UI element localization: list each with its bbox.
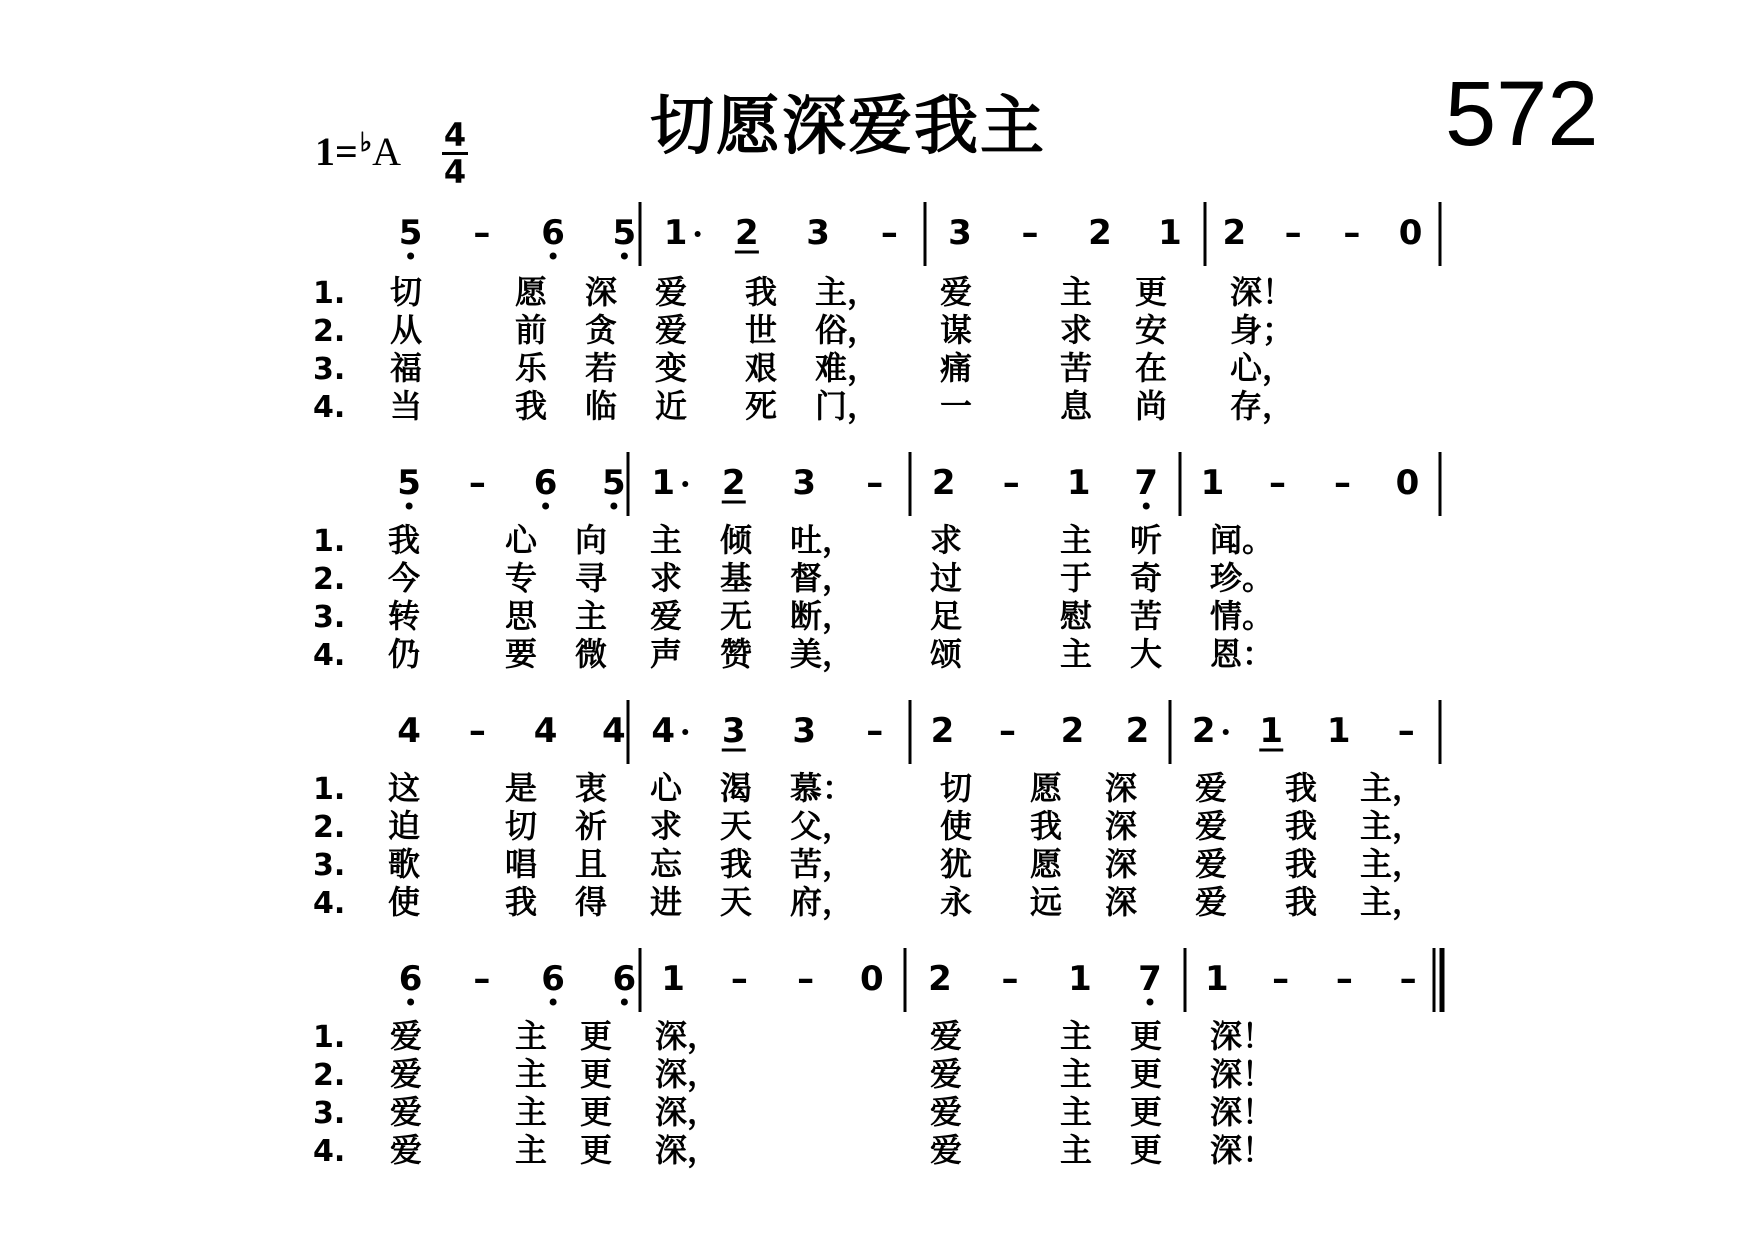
lyric-syllable: 深！: [1230, 273, 1295, 311]
jianpu-note: 1: [1259, 711, 1284, 751]
lyric-syllable: 深！: [1210, 1017, 1275, 1055]
lyric-syllable: 今: [388, 559, 421, 597]
lyric-syllable: 深: [1105, 883, 1138, 921]
lower-octave-dot: [621, 253, 628, 260]
lyric-syllable: 世: [745, 311, 778, 349]
jianpu-note: 0: [1395, 463, 1420, 503]
lyric-syllable: 更: [1130, 1131, 1163, 1169]
lower-octave-dot: [1143, 503, 1150, 510]
lyric-syllable: 爱: [1195, 845, 1228, 883]
lyric-syllable: 爱: [930, 1055, 963, 1093]
lyric-syllable: 乐: [515, 349, 548, 387]
jianpu-note: 7: [1134, 463, 1159, 503]
jianpu-note: 0: [860, 959, 884, 999]
lyric-syllable: 主: [515, 1055, 548, 1093]
lyric-syllable: 赞: [720, 635, 753, 673]
lyric-syllable: 主: [1060, 273, 1093, 311]
lyric-syllable: 若: [585, 349, 618, 387]
lyric-syllable: 深！: [1210, 1093, 1275, 1131]
lyric-syllable: 求: [650, 559, 683, 597]
lyric-syllable: 愿: [1030, 845, 1063, 883]
sustain-dash: –: [1397, 711, 1415, 751]
lyric-syllable: 爱: [655, 311, 688, 349]
lyric-syllable: 主，: [1360, 845, 1425, 883]
lyric-syllable: 主: [1060, 521, 1093, 559]
lyric-syllable: 深: [1105, 769, 1138, 807]
jianpu-note: 1: [1205, 959, 1229, 999]
verse-number: 1.: [313, 524, 346, 559]
lyric-syllable: 我: [1285, 807, 1318, 845]
lyric-syllable: 临: [585, 387, 618, 425]
lyric-syllable: 一: [940, 387, 973, 425]
lyric-syllable: 主: [1060, 1055, 1093, 1093]
lyric-syllable: 近: [655, 387, 688, 425]
lower-octave-dot: [550, 253, 557, 260]
jianpu-note: 7: [1138, 959, 1162, 999]
lyric-syllable: 我: [720, 845, 753, 883]
lyric-syllable: 更: [1130, 1055, 1163, 1093]
sustain-dash: –: [473, 959, 491, 999]
jianpu-note: 2: [735, 213, 759, 253]
lyric-syllable: 心，: [1230, 349, 1295, 387]
lyric-syllable: 爱: [390, 1093, 423, 1131]
lyric-syllable: 我: [515, 387, 548, 425]
lyric-syllable: 求: [1060, 311, 1093, 349]
lyric-syllable: 向: [575, 521, 608, 559]
sustain-dash: –: [1002, 463, 1020, 503]
lyric-syllable: 身；: [1230, 311, 1295, 349]
lyric-syllable: 更: [580, 1017, 613, 1055]
lyric-syllable: 谋: [940, 311, 973, 349]
lyric-syllable: 微: [575, 635, 608, 673]
lyric-syllable: 深！: [1210, 1131, 1275, 1169]
lyric-syllable: 心: [505, 521, 538, 559]
lyric-syllable: 父，: [790, 807, 855, 845]
lyric-syllable: 思: [505, 597, 538, 635]
lyric-syllable: 歌: [388, 845, 421, 883]
lyric-syllable: 变: [655, 349, 688, 387]
lyric-syllable: 慕：: [790, 769, 855, 807]
verse-number: 3.: [313, 848, 346, 883]
lyric-syllable: 美，: [790, 635, 855, 673]
lyric-syllable: 主，: [815, 273, 880, 311]
lyric-syllable: 犹: [940, 845, 973, 883]
key-letter: A: [372, 129, 401, 174]
lyric-syllable: 爱: [390, 1055, 423, 1093]
lyric-syllable: 俗，: [815, 311, 880, 349]
lyric-syllable: 更: [580, 1055, 613, 1093]
lyric-syllable: 专: [505, 559, 538, 597]
sustain-dash: –: [1284, 213, 1302, 253]
lyric-syllable: 痛: [940, 349, 973, 387]
jianpu-note: 1: [1158, 213, 1182, 253]
jianpu-note: 1: [663, 213, 688, 253]
lyric-syllable: 爱: [655, 273, 688, 311]
lyric-syllable: 深，: [655, 1055, 720, 1093]
lyric-syllable: 仍: [388, 635, 421, 673]
lyric-syllable: 心: [650, 769, 683, 807]
lyric-syllable: 这: [388, 769, 421, 807]
lyric-syllable: 愿: [1030, 769, 1063, 807]
lyric-syllable: 听: [1130, 521, 1163, 559]
lyric-syllable: 得: [575, 883, 608, 921]
lyric-syllable: 深: [585, 273, 618, 311]
jianpu-note: 5: [602, 463, 626, 503]
lyric-syllable: 门，: [815, 387, 880, 425]
lyric-syllable: 深！: [1210, 1055, 1275, 1093]
jianpu-note: 2: [930, 711, 955, 751]
jianpu-note: 0: [1398, 213, 1423, 253]
lyric-syllable: 我: [388, 521, 421, 559]
lyric-syllable: 忘: [650, 845, 683, 883]
jianpu-note: 3: [721, 711, 746, 751]
lyric-syllable: 求: [930, 521, 963, 559]
lyric-syllable: 慰: [1060, 597, 1093, 635]
lyric-syllable: 更: [1130, 1017, 1163, 1055]
lyric-syllable: 愿: [515, 273, 548, 311]
lyric-syllable: 从: [390, 311, 423, 349]
sustain-dash: –: [999, 711, 1016, 751]
jianpu-note: 2: [928, 959, 952, 999]
verse-number: 2.: [313, 810, 346, 845]
verse-number: 2.: [313, 1058, 346, 1093]
lower-octave-dot: [621, 999, 628, 1006]
jianpu-note: 2: [931, 463, 956, 503]
lyric-syllable: 主: [1060, 1093, 1093, 1131]
sustain-dash: –: [1272, 959, 1290, 999]
lyric-syllable: 更: [580, 1093, 613, 1131]
lyric-syllable: 渴: [720, 769, 753, 807]
lyric-syllable: 切: [940, 769, 973, 807]
lyric-syllable: 爱: [930, 1093, 963, 1131]
lyric-syllable: 当: [390, 387, 423, 425]
lyric-syllable: 求: [650, 807, 683, 845]
lyric-syllable: 爱: [390, 1131, 423, 1169]
lyric-syllable: 更: [1130, 1093, 1163, 1131]
lower-octave-dot: [406, 503, 413, 510]
lyric-syllable: 深，: [655, 1017, 720, 1055]
lyric-syllable: 安: [1135, 311, 1168, 349]
jianpu-note: 3: [806, 213, 830, 253]
jianpu-note: 5: [612, 213, 637, 253]
lyric-syllable: 要: [505, 635, 538, 673]
lyric-syllable: 福: [390, 349, 423, 387]
lyric-syllable: 我: [1285, 883, 1318, 921]
lyric-syllable: 难，: [815, 349, 880, 387]
sustain-dash: –: [1269, 463, 1286, 503]
jianpu-note: 6: [541, 213, 565, 253]
lyric-syllable: 闻。: [1210, 521, 1275, 559]
lyric-syllable: 断，: [790, 597, 855, 635]
lyric-syllable: 主: [515, 1017, 548, 1055]
time-signature-bottom: 4: [443, 153, 467, 191]
lyric-syllable: 天: [720, 807, 753, 845]
lyric-syllable: 基: [720, 559, 753, 597]
lyric-syllable: 爱: [930, 1017, 963, 1055]
jianpu-note: 4: [533, 711, 558, 751]
jianpu-note: 6: [612, 959, 637, 999]
lyric-syllable: 迫: [388, 807, 421, 845]
lyric-syllable: 主: [1060, 635, 1093, 673]
lower-octave-dot: [542, 503, 549, 510]
lyric-syllable: 主，: [1360, 883, 1425, 921]
lyric-syllable: 爱: [1195, 807, 1228, 845]
key-prefix: 1=: [315, 129, 358, 174]
lyric-syllable: 死: [745, 387, 778, 425]
lyric-syllable: 督，: [790, 559, 855, 597]
lyric-syllable: 主: [1060, 1131, 1093, 1169]
hymn-number: 572: [1445, 63, 1599, 165]
verse-number: 2.: [313, 314, 346, 349]
lyric-syllable: 爱: [930, 1131, 963, 1169]
sustain-dash: –: [1335, 959, 1353, 999]
lyric-syllable: 更: [580, 1131, 613, 1169]
sustain-dash: –: [730, 959, 748, 999]
sustain-dash: –: [468, 711, 486, 751]
jianpu-note: 1: [1200, 463, 1225, 503]
lower-octave-dot: [550, 999, 557, 1006]
lyric-syllable: 主: [1060, 1017, 1093, 1055]
jianpu-note: 5: [397, 463, 421, 503]
lyric-syllable: 情。: [1210, 597, 1275, 635]
sustain-dash: –: [1399, 959, 1417, 999]
jianpu-note: 2: [1191, 711, 1216, 751]
lyric-syllable: 我: [1285, 769, 1318, 807]
lyric-syllable: 爱: [1195, 769, 1228, 807]
lyric-syllable: 深: [1105, 845, 1138, 883]
lyric-syllable: 足: [930, 597, 963, 635]
verse-number: 1.: [313, 276, 346, 311]
lyric-syllable: 永: [940, 883, 973, 921]
lyric-syllable: 苦，: [790, 845, 855, 883]
lyric-syllable: 在: [1135, 349, 1168, 387]
lyric-syllable: 爱: [650, 597, 683, 635]
lyric-syllable: 尚: [1135, 387, 1168, 425]
lyric-syllable: 主: [575, 597, 608, 635]
lyric-syllable: 深，: [655, 1131, 720, 1169]
lower-octave-dot: [610, 503, 617, 510]
lyric-syllable: 息: [1060, 387, 1093, 425]
augmentation-dot: [682, 729, 688, 735]
lower-octave-dot: [407, 253, 414, 260]
lyric-syllable: 艰: [745, 349, 778, 387]
jianpu-note: 1: [661, 959, 685, 999]
jianpu-note: 4: [602, 711, 626, 751]
lyric-syllable: 贪: [585, 311, 618, 349]
jianpu-note: 1: [651, 463, 676, 503]
lyric-syllable: 深: [1105, 807, 1138, 845]
verse-number: 4.: [313, 638, 346, 673]
lyric-syllable: 转: [388, 597, 421, 635]
lyric-syllable: 切: [505, 807, 538, 845]
verse-number: 3.: [313, 600, 346, 635]
lyric-syllable: 吐，: [790, 521, 855, 559]
lyric-syllable: 使: [940, 807, 973, 845]
lyric-syllable: 存，: [1230, 387, 1295, 425]
sustain-dash: –: [1343, 213, 1361, 253]
jianpu-note: 1: [1326, 711, 1351, 751]
jianpu-note: 2: [1125, 711, 1150, 751]
lyric-syllable: 倾: [720, 521, 753, 559]
jianpu-note: 2: [1088, 213, 1112, 253]
lyric-syllable: 唱: [505, 845, 538, 883]
lower-octave-dot: [407, 999, 414, 1006]
sustain-dash: –: [866, 463, 884, 503]
sustain-dash: –: [1021, 213, 1039, 253]
lyric-syllable: 主，: [1360, 807, 1425, 845]
lyric-syllable: 使: [388, 883, 421, 921]
lyric-syllable: 深，: [655, 1093, 720, 1131]
lyric-syllable: 是: [505, 769, 538, 807]
sustain-dash: –: [468, 463, 486, 503]
lyric-syllable: 主: [650, 521, 683, 559]
lyric-syllable: 我: [505, 883, 538, 921]
jianpu-note: 6: [541, 959, 565, 999]
lyric-syllable: 奇: [1130, 559, 1163, 597]
lyric-syllable: 爱: [940, 273, 973, 311]
lyric-syllable: 大: [1130, 635, 1163, 673]
lyric-syllable: 更: [1135, 273, 1168, 311]
jianpu-note: 3: [792, 463, 817, 503]
sustain-dash: –: [1334, 463, 1351, 503]
jianpu-note: 1: [1068, 959, 1092, 999]
augmentation-dot: [695, 231, 701, 237]
verse-number: 4.: [313, 1134, 346, 1169]
lyric-syllable: 主: [515, 1093, 548, 1131]
lyric-syllable: 府，: [790, 883, 855, 921]
time-signature-top: 4: [443, 116, 467, 154]
verse-number: 2.: [313, 562, 346, 597]
jianpu-note: 4: [397, 711, 421, 751]
lyric-syllable: 苦: [1060, 349, 1093, 387]
lyric-syllable: 恩：: [1210, 635, 1275, 673]
lyric-syllable: 过: [930, 559, 963, 597]
verse-number: 3.: [313, 1096, 346, 1131]
sustain-dash: –: [1001, 959, 1019, 999]
augmentation-dot: [1223, 729, 1229, 735]
hymn-title: 切愿深爱我主: [650, 90, 1046, 164]
lyric-syllable: 主，: [1360, 769, 1425, 807]
sustain-dash: –: [880, 213, 898, 253]
lyric-syllable: 苦: [1130, 597, 1163, 635]
verse-number: 3.: [313, 352, 346, 387]
lyric-syllable: 且: [575, 845, 608, 883]
lyric-syllable: 衷: [575, 769, 608, 807]
augmentation-dot: [682, 481, 688, 487]
lyric-syllable: 声: [650, 635, 683, 673]
lyric-syllable: 我: [1285, 845, 1318, 883]
lyric-syllable: 颂: [930, 635, 963, 673]
jianpu-note: 3: [948, 213, 972, 253]
verse-number: 1.: [313, 1020, 346, 1055]
lyric-syllable: 珍。: [1210, 559, 1275, 597]
lyric-syllable: 切: [390, 273, 423, 311]
flat-sign: ♭: [359, 128, 373, 157]
lyric-syllable: 祈: [575, 807, 608, 845]
jianpu-note: 6: [533, 463, 558, 503]
jianpu-note: 4: [651, 711, 676, 751]
lyric-syllable: 爱: [1195, 883, 1228, 921]
jianpu-note: 2: [721, 463, 746, 503]
lyric-syllable: 远: [1030, 883, 1063, 921]
lyric-syllable: 我: [745, 273, 778, 311]
sustain-dash: –: [866, 711, 884, 751]
sustain-dash: –: [797, 959, 815, 999]
jianpu-note: 5: [398, 213, 423, 253]
sustain-dash: –: [473, 213, 491, 253]
jianpu-note: 2: [1222, 213, 1247, 253]
verse-number: 4.: [313, 886, 346, 921]
lyric-syllable: 爱: [390, 1017, 423, 1055]
lyric-syllable: 进: [650, 883, 683, 921]
lyric-syllable: 前: [515, 311, 548, 349]
verse-number: 1.: [313, 772, 346, 807]
verse-number: 4.: [313, 390, 346, 425]
lower-octave-dot: [1147, 999, 1154, 1006]
lyric-syllable: 寻: [575, 559, 608, 597]
lyric-syllable: 天: [720, 883, 753, 921]
jianpu-note: 6: [398, 959, 423, 999]
lyric-syllable: 我: [1030, 807, 1063, 845]
jianpu-note: 3: [792, 711, 817, 751]
lyric-syllable: 无: [720, 597, 753, 635]
lyric-syllable: 于: [1060, 559, 1093, 597]
lyric-syllable: 主: [515, 1131, 548, 1169]
jianpu-note: 2: [1060, 711, 1085, 751]
jianpu-note: 1: [1066, 463, 1091, 503]
